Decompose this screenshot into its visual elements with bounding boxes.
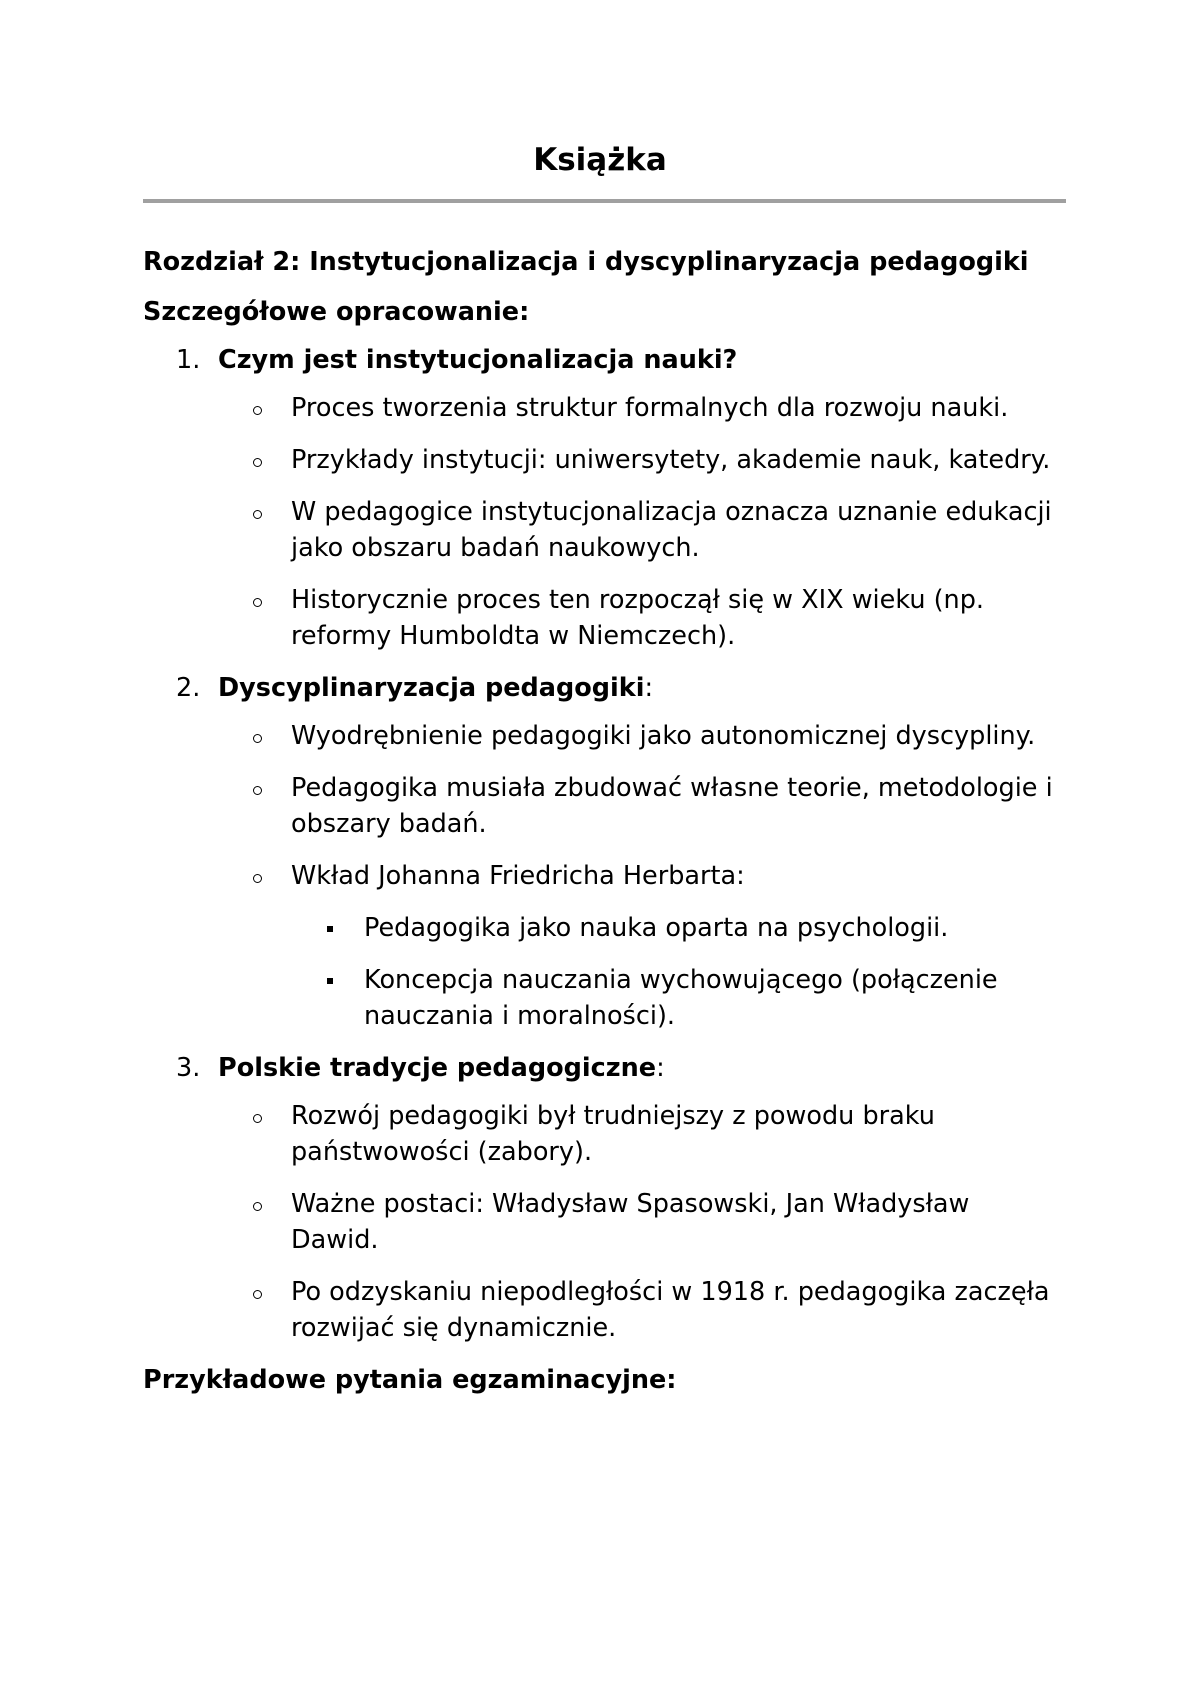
section-heading: Szczegółowe opracowanie:: [143, 297, 530, 327]
list-item: [143, 858, 1073, 1034]
item-number: 3.: [176, 1053, 201, 1083]
bullet-text: Przykłady instytucji: uniwersytety, akademie nauk, katedry.: [291, 445, 1051, 475]
item-heading-text: Czym jest instytucjonalizacja nauki?: [218, 345, 738, 375]
circle-bullet-icon: [253, 786, 262, 795]
bullet-text: Rozwój pedagogiki był trudniejszy z powodu braku państwowości (zabory).: [291, 1101, 935, 1167]
numbered-list: [143, 342, 1073, 1346]
list-item-2: [143, 670, 1073, 1034]
list-item: [143, 494, 1073, 566]
list-item: [143, 442, 1073, 478]
bullet-text: Pedagogika musiała zbudować własne teorie, metodologie i obszary badań.: [291, 773, 1053, 839]
bullet-text: Wkład Johanna Friedricha Herbarta:: [291, 861, 745, 891]
bullet-text: Po odzyskaniu niepodległości w 1918 r. pedagogika zaczęła rozwijać się dynamicznie.: [291, 1277, 1050, 1343]
circle-bullet-icon: [253, 734, 262, 743]
square-bullet-icon: [327, 978, 333, 984]
document-title: Książka: [533, 142, 667, 178]
bullet-list: [143, 390, 1073, 654]
item-heading: [143, 1050, 1073, 1086]
item-heading-text: Polskie tradycje pedagogiczne: [218, 1053, 657, 1083]
list-item: [143, 770, 1073, 842]
bullet-text: Pedagogika jako nauka oparta na psychologii.: [364, 913, 949, 943]
bullet-text: Historycznie proces ten rozpoczął się w XIX wieku (np. reformy Humboldta w Niemczech).: [291, 585, 984, 651]
list-item: [143, 1274, 1073, 1346]
circle-bullet-icon: [253, 874, 262, 883]
exam-questions-heading: Przykładowe pytania egzaminacyjne:: [143, 1365, 677, 1395]
bullet-text: Wyodrębnienie pedagogiki jako autonomicznej dyscypliny.: [291, 721, 1036, 751]
bullet-text: Koncepcja nauczania wychowującego (połączenie nauczania i moralności).: [364, 965, 998, 1031]
document-body: [143, 244, 1073, 1410]
circle-bullet-icon: [253, 598, 262, 607]
item-heading-suffix: :: [644, 673, 654, 703]
item-number: 2.: [176, 673, 201, 703]
bullet-text: Ważne postaci: Władysław Spasowski, Jan Władysław Dawid.: [291, 1189, 970, 1255]
list-item: [143, 582, 1073, 654]
list-item-1: [143, 342, 1073, 654]
square-bullet-icon: [327, 926, 333, 932]
item-heading: [143, 342, 1073, 378]
list-item: [143, 718, 1073, 754]
circle-bullet-icon: [253, 458, 262, 467]
circle-bullet-icon: [253, 1290, 262, 1299]
circle-bullet-icon: [253, 406, 262, 415]
item-number: 1.: [176, 345, 201, 375]
circle-bullet-icon: [253, 510, 262, 519]
list-item: [291, 910, 1063, 946]
chapter-heading: Rozdział 2: Instytucjonalizacja i dyscyplinaryzacja pedagogiki: [143, 247, 1029, 277]
item-heading-text: Dyscyplinaryzacja pedagogiki: [218, 673, 645, 703]
bullet-list: [143, 718, 1073, 1034]
list-item-3: [143, 1050, 1073, 1346]
bullet-list: [143, 1098, 1073, 1346]
item-heading: [143, 670, 1073, 706]
circle-bullet-icon: [253, 1114, 262, 1123]
title-divider: [143, 199, 1066, 203]
nested-bullet-list: [291, 910, 1063, 1034]
list-item: [143, 1186, 1073, 1258]
list-item: [143, 390, 1073, 426]
item-heading-suffix: :: [656, 1053, 665, 1083]
list-item: [291, 962, 1063, 1034]
list-item: [143, 1098, 1073, 1170]
bullet-text: Proces tworzenia struktur formalnych dla rozwoju nauki.: [291, 393, 1009, 423]
bullet-text: W pedagogice instytucjonalizacja oznacza uznanie edukacji jako obszaru badań naukowych.: [291, 497, 1052, 563]
circle-bullet-icon: [253, 1202, 262, 1211]
